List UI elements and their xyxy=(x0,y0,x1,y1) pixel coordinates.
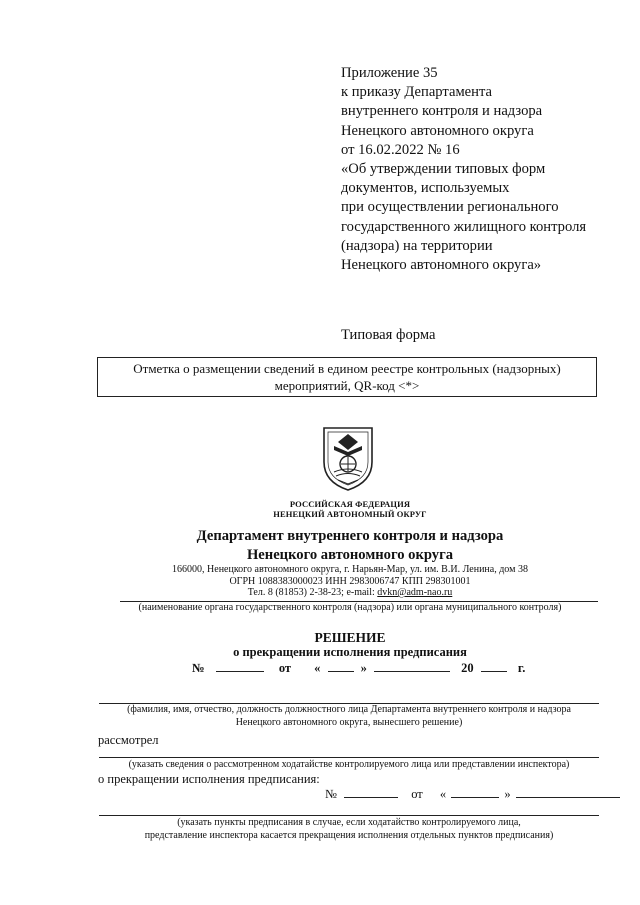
official-caption xyxy=(99,704,599,729)
year-suffix: г. xyxy=(517,661,526,675)
rf-line-1: РОССИЙСКАЯ ФЕДЕРАЦИЯ xyxy=(289,499,411,509)
qr-registry-box xyxy=(97,357,597,397)
rf-header xyxy=(230,500,470,519)
year-prefix: 20 xyxy=(461,661,474,675)
department-line-2: Ненецкого автономного округа xyxy=(246,547,454,563)
appendix-line: «Об утверждении типовых форм xyxy=(341,161,546,178)
nao-coat-of-arms-icon xyxy=(320,424,376,492)
ogrn-inn-kpp: ОГРН 1088383000023 ИНН 2983006747 КПП 298301001 xyxy=(229,575,471,587)
decision-day-field[interactable] xyxy=(328,660,354,672)
prescription-number-label: № xyxy=(325,787,337,801)
decision-month-field[interactable] xyxy=(374,660,450,672)
appendix-line: документов, используемых xyxy=(341,180,510,197)
appendix-line: (надзора) на территории xyxy=(341,237,493,254)
prescription-quote-open: « xyxy=(439,787,447,801)
decision-number-line xyxy=(192,660,525,676)
decision-year-field[interactable] xyxy=(481,660,507,672)
appendix-block xyxy=(341,64,586,275)
points-caption xyxy=(99,817,599,842)
qr-box-line-2: мероприятий, QR-код <*> xyxy=(274,378,420,393)
from-label: от xyxy=(278,661,292,675)
appendix-line: от 16.02.2022 № 16 xyxy=(341,141,460,158)
decision-number-field[interactable] xyxy=(216,660,264,672)
department-title xyxy=(120,527,580,565)
email-link[interactable]: dvkn@adm-nao.ru xyxy=(377,587,453,598)
prescription-number-field[interactable] xyxy=(344,786,398,798)
prescription-day-field[interactable] xyxy=(451,786,499,798)
petition-caption: (указать сведения о рассмотренном ходатайстве контролируемого лица или представлении инспектора) xyxy=(128,759,570,770)
form-type-label: Типовая форма xyxy=(341,327,436,343)
prescription-number-line xyxy=(325,786,620,802)
official-caption-line-1: (фамилия, имя, отчество, должность должностного лица Департамента внутреннего контроля и надзора xyxy=(127,704,571,715)
prescription-quote-close: » xyxy=(504,787,511,801)
prescription-from-label: от xyxy=(411,787,423,801)
appendix-line: Ненецкого автономного округа» xyxy=(341,257,542,274)
points-field[interactable] xyxy=(99,815,599,816)
quote-close: » xyxy=(360,661,367,675)
appendix-line: при осуществлении регионального xyxy=(341,199,559,216)
decision-subtitle: о прекращении исполнения предписания xyxy=(233,645,467,659)
qr-box-line-1: Отметка о размещении сведений в едином реестре контрольных (надзорных) xyxy=(133,361,561,376)
appendix-line: Приложение 35 xyxy=(341,65,438,81)
number-label: № xyxy=(192,661,205,675)
appendix-line: Ненецкого автономного округа xyxy=(341,122,534,139)
petition-field[interactable] xyxy=(99,757,599,758)
quote-open: « xyxy=(314,661,321,675)
appendix-line: к приказу Департамента xyxy=(341,84,492,101)
points-caption-line-1: (указать пункты предписания в случае, если ходатайство контролируемого лица, xyxy=(177,817,521,828)
points-caption-line-2: представление инспектора касается прекращения исполнения отдельных пунктов предписания) xyxy=(144,829,554,841)
contacts xyxy=(120,587,580,599)
prescription-date-field[interactable] xyxy=(516,786,620,798)
considered-label: рассмотрел xyxy=(98,733,159,747)
department-line-1: Департамент внутреннего контроля и надзора xyxy=(196,528,504,544)
official-caption-line-2: Ненецкого автономного округа, вынесшего решение) xyxy=(235,716,463,728)
decision-title: РЕШЕНИЕ xyxy=(314,630,386,645)
appendix-line: внутреннего контроля и надзора xyxy=(341,103,543,120)
termination-label: о прекращении исполнения предписания: xyxy=(98,772,320,786)
rf-line-2: НЕНЕЦКИЙ АВТОНОМНЫЙ ОКРУГ xyxy=(273,508,427,519)
phone-text: Тел. 8 (81853) 2-38-23; e-mail: xyxy=(247,587,378,598)
appendix-line: государственного жилищного контроля xyxy=(341,218,587,235)
address: 166000, Ненецкого автономного округа, г. Нарьян-Мар, ул. им. В.И. Ленина, дом 38 xyxy=(172,564,528,575)
department-contacts xyxy=(120,564,580,599)
authority-caption: (наименование органа государственного контроля (надзора) или органа муниципального контроля) xyxy=(138,602,562,613)
